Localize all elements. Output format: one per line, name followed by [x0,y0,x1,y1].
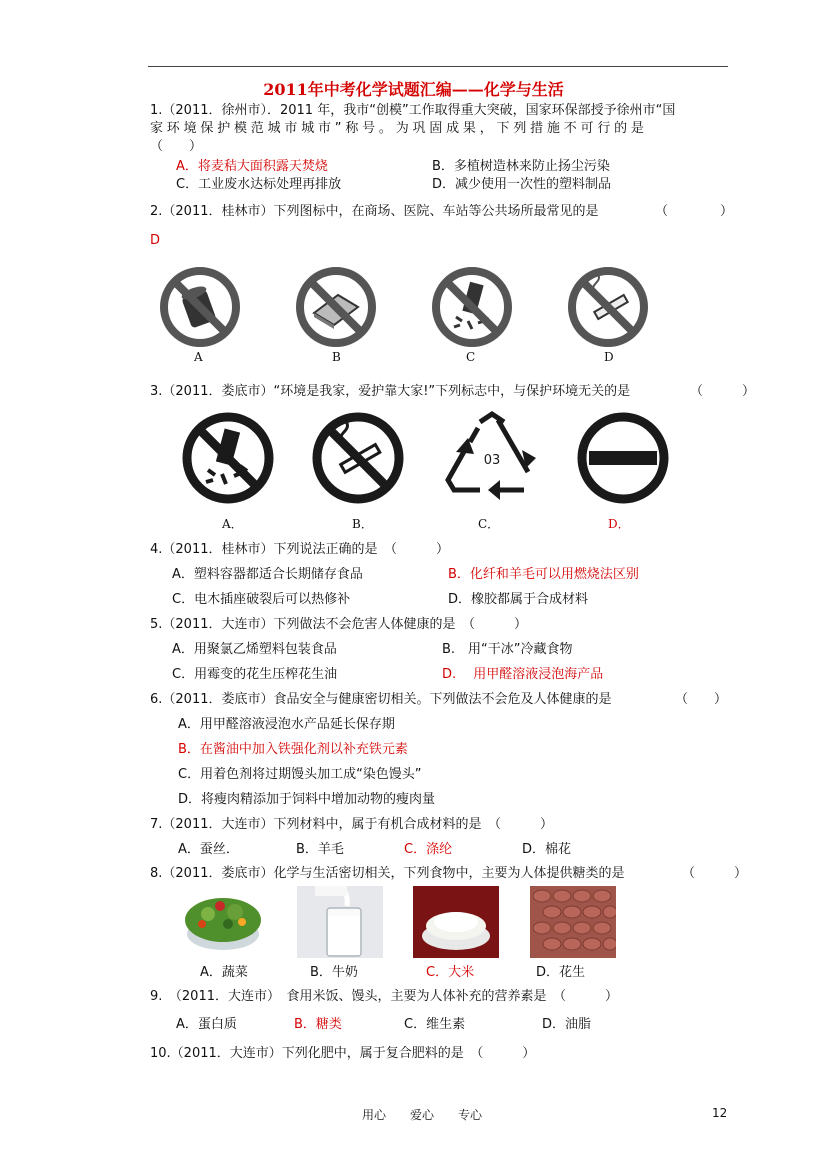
q8-option-c: C．大米 [426,965,475,980]
q7-option-c: C．涤纶 [404,842,453,857]
no-smoking-sign [566,265,650,349]
q1-line2: 家环境保护模范城市城市”称号。为巩固成果，下列措施不可行的是 [150,121,648,136]
q2-label-d: D [604,350,614,364]
q6-option-b: B．在酱油中加入铁强化剂以补充铁元素 [178,742,408,757]
q7-option-a: A．蚕丝． [178,842,239,857]
milk-photo [297,886,383,958]
q5-option-c: C．用霉变的花生压榨花生油 [172,667,338,682]
q9-option-c: C．维生素 [404,1017,466,1032]
q2-label-a: A [194,350,203,364]
q9-option-d: D．油脂 [542,1017,592,1032]
q3-paren: （ ） [690,384,756,399]
q9-option-a: A．蛋白质 [176,1017,237,1032]
q2-label-c: C [466,350,476,364]
q3-label-c: C． [478,517,500,531]
q2-label-b: B [332,350,341,364]
rice-photo [413,886,499,958]
q8-option-b: B．牛奶 [310,965,358,980]
q1-line1: 1.（2011．徐州市）．2011 年，我市“创模”工作取得重大突破，国家环保部授予徐州市“国 [150,103,676,118]
peanut-photo [530,886,616,958]
q8-paren: （ ） [682,866,748,881]
q4-option-a: A．塑料容器都适合长期储存食品 [172,567,363,582]
q3-label-a: A． [222,517,243,531]
q1-option-c: C．工业废水达标处理再排放 [176,177,342,192]
q2-answer: D [150,233,161,248]
q8-text: 8.（2011．娄底市）化学与生活密切相关，下列食物中，主要为人体提供糖类的是 [150,866,625,881]
q8-option-d: D．花生 [536,965,586,980]
no-entry-sign [575,410,671,506]
header-rule [148,66,728,67]
q4-option-c: C．电木插座破裂后可以热修补 [172,592,351,607]
q6-option-c: C．用着色剂将过期馒头加工成“染色馒头” [178,767,422,782]
q5-option-a: A．用聚氯乙烯塑料包装食品 [172,642,337,657]
q1-option-a: A．将麦秸大面积露天焚烧 [176,159,328,174]
q4-option-d: D．橡胶都属于合成材料 [448,592,589,607]
no-chemical-barrel-sign [158,265,242,349]
recycle-sign [440,408,544,506]
q3-label-d: D． [608,517,630,531]
q10-text: 10.（2011．大连市）下列化肥中，属于复合肥料的是 （ ） [150,1046,536,1061]
q5-option-d: D. 用甲醛溶液浸泡海产品 [442,667,604,682]
no-firecrackers-sign [180,410,276,506]
q2-paren: （ ） [655,204,734,219]
q9-text: 9. （2011．大连市） 食用米饭、馒头，主要为人体补充的营养素是 （ ） [150,989,618,1004]
recycle-code: 03 [483,453,501,468]
q1-line3: （ ） [150,139,203,154]
q7-option-d: D．棉花 [522,842,572,857]
q6-option-d: D．将瘦肉精添加于饲料中增加动物的瘦肉量 [178,792,436,807]
q9-option-b: B．糖类 [294,1017,342,1032]
page-number: 12 [712,1106,728,1120]
vegetable-salad-photo [180,886,266,958]
q3-label-b: B． [352,517,373,531]
q5-text: 5.（2011．大连市）下列做法不会危害人体健康的是 （ ） [150,617,527,632]
no-matches-sign [294,265,378,349]
q4-option-b: B．化纤和羊毛可以用燃烧法区别 [448,567,639,582]
page-title: 2011年中考化学试题汇编——化学与生活 [263,80,564,99]
q2-text: 2.（2011．桂林市）下列图标中，在商场、医院、车站等公共场所最常见的是 [150,204,599,219]
no-firecrackers-sign [430,265,514,349]
q1-option-d: D．减少使用一次性的塑料制品 [432,177,612,192]
q8-option-a: A．蔬菜 [200,965,248,980]
q6-option-a: A．用甲醛溶液浸泡水产品延长保存期 [178,717,395,732]
q4-text: 4.（2011．桂林市）下列说法正确的是 （ ） [150,542,449,557]
q1-option-b: B．多植树造林来防止扬尘污染 [432,159,610,174]
q7-option-b: B．羊毛 [296,842,344,857]
q6-paren: （ ） [675,692,728,707]
q5-option-b: B. 用“干冰”冷藏食物 [442,642,573,657]
no-smoking-sign [310,410,406,506]
q7-text: 7.（2011．大连市）下列材料中，属于有机合成材料的是 （ ） [150,817,553,832]
q6-text: 6.（2011．娄底市）食品安全与健康密切相关。下列做法不会危及人体健康的是 [150,692,612,707]
q3-text: 3.（2011．娄底市）“环境是我家，爱护靠大家!”下列标志中，与保护环境无关的是 [150,384,631,399]
footer-motto: 用心 爱心 专心 [362,1108,483,1122]
